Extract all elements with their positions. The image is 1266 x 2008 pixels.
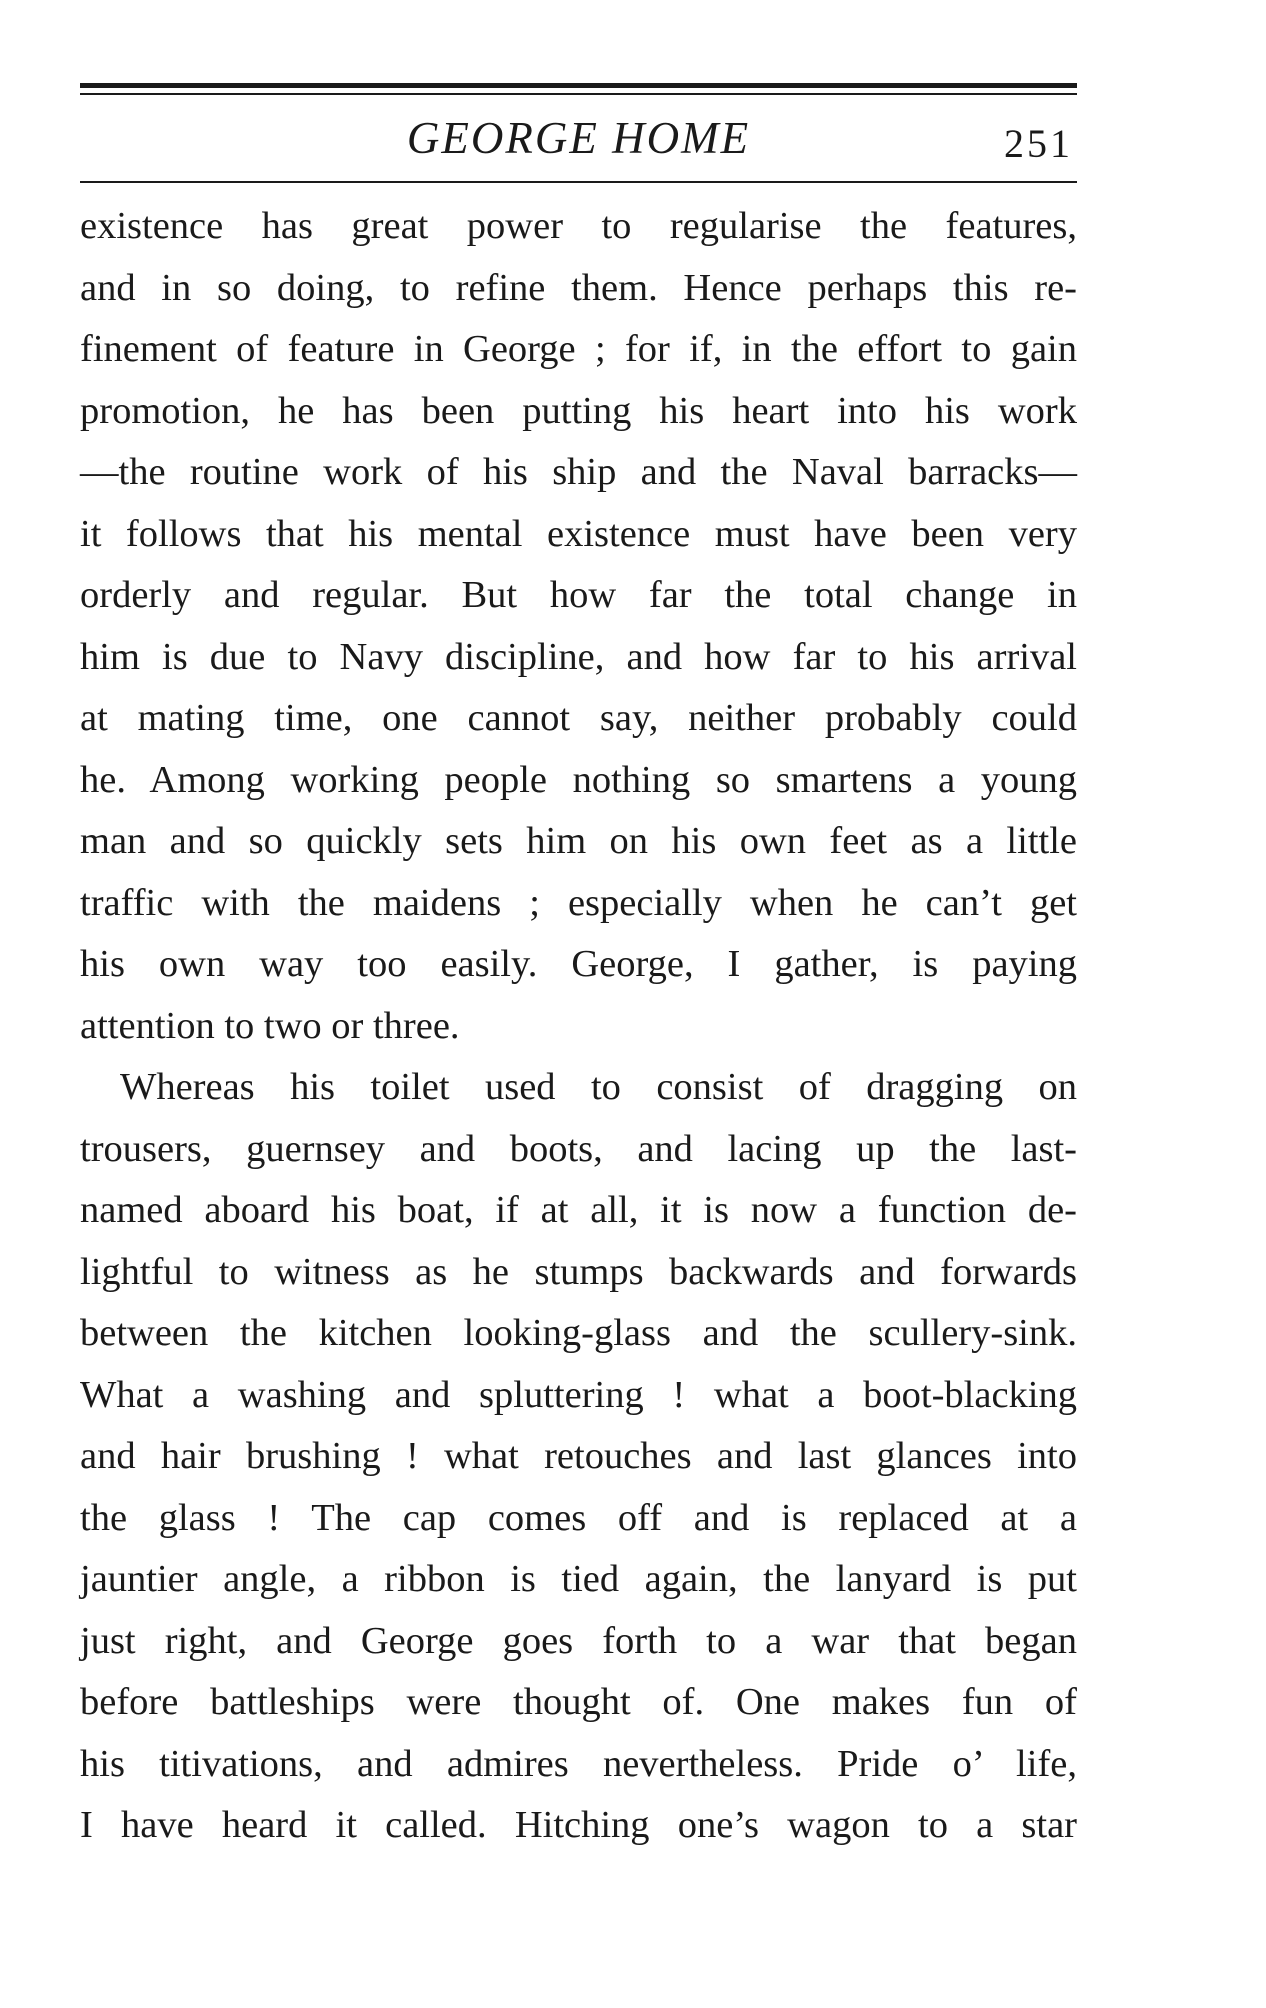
paragraph-1	[80, 196, 1077, 1057]
text-line: What a washing and spluttering ! what a boot-blacking	[80, 1373, 1077, 1416]
text-line: and in so doing, to refine them. Hence perhaps this re-	[80, 266, 1077, 309]
top-rule-thin	[80, 93, 1077, 95]
text-line: between the kitchen looking-glass and the scullery-sink.	[80, 1312, 1077, 1354]
text-line: finement of feature in George ; for if, in the effort to gain	[80, 328, 1077, 370]
text-line: —the routine work of his ship and the Naval barracks—	[80, 451, 1077, 493]
text-line: him is due to Navy discipline, and how far to his arrival	[80, 635, 1077, 678]
paragraph-2	[80, 1057, 1077, 1857]
text-line: man and so quickly sets him on his own feet as a little	[80, 820, 1077, 862]
text-line: promotion, he has been putting his heart into his work	[80, 389, 1077, 432]
header-rule	[80, 181, 1077, 183]
text-line: his own way too easily. George, I gather, is paying	[80, 943, 1077, 985]
text-line: it follows that his mental existence must have been very	[80, 512, 1077, 555]
text-line: before battleships were thought of. One makes fun of	[80, 1681, 1077, 1723]
text-line: the glass ! The cap comes off and is replaced at a	[80, 1496, 1077, 1539]
text-line: jauntier angle, a ribbon is tied again, the lanyard is put	[80, 1558, 1077, 1600]
text-line: and hair brushing ! what retouches and last glances into	[80, 1435, 1077, 1477]
text-line: named aboard his boat, if at all, it is now a function de-	[80, 1189, 1077, 1231]
text-line: Whereas his toilet used to consist of dragging on	[120, 1066, 1077, 1108]
page-number: 251	[1004, 121, 1073, 166]
running-title: GEORGE HOME	[406, 113, 751, 163]
text-line: just right, and George goes forth to a war that began	[80, 1619, 1077, 1662]
top-rule-thick	[80, 83, 1077, 88]
text-line: orderly and regular. But how far the total change in	[80, 574, 1077, 616]
body-text	[80, 196, 1077, 1857]
text-line: his titivations, and admires nevertheless. Pride o’ life,	[80, 1742, 1077, 1785]
text-line: I have heard it called. Hitching one’s wagon to a star	[80, 1804, 1077, 1846]
text-line: attention to two or three.	[80, 1004, 460, 1047]
text-line: at mating time, one cannot say, neither probably could	[80, 697, 1077, 739]
running-head	[80, 108, 1077, 168]
text-line: trousers, guernsey and boots, and lacing up the last-	[80, 1127, 1077, 1170]
text-line: he. Among working people nothing so smartens a young	[80, 758, 1077, 801]
text-line: lightful to witness as he stumps backwards and forwards	[80, 1250, 1077, 1293]
text-line: traffic with the maidens ; especially when he can’t get	[80, 881, 1077, 924]
text-line: existence has great power to regularise the features,	[80, 205, 1077, 247]
